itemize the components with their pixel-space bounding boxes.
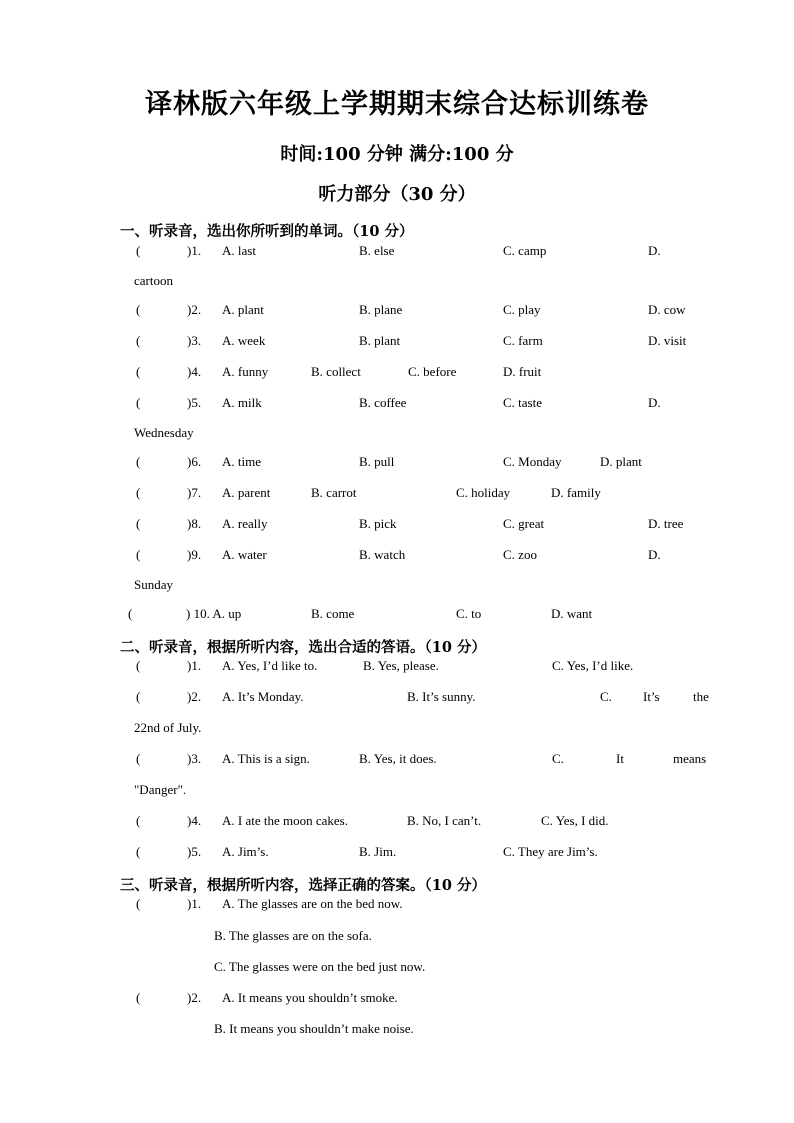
question-row-continuation (0, 1021, 794, 1043)
option-b: B. plant (359, 333, 401, 348)
option-b: B. carrot (311, 485, 357, 500)
option-c: C. Yes, I did. (541, 813, 609, 828)
option-c: C. holiday (456, 485, 511, 500)
question-number: )9. (187, 547, 202, 562)
question-row (0, 658, 794, 680)
question-row (0, 333, 794, 355)
option-a: A. funny (222, 364, 269, 379)
option-c: C. zoo (503, 547, 537, 562)
question-row (0, 896, 794, 918)
option-c-continuation: 22nd of July. (134, 720, 202, 735)
answer-paren: ( (136, 333, 141, 348)
option-c-letter: C. (552, 751, 564, 766)
question-number: )6. (187, 454, 202, 469)
option-a: A. It means you shouldn’t smoke. (222, 990, 398, 1005)
option-c-word: the (693, 689, 709, 704)
option-b: B. No, I can’t. (407, 813, 482, 828)
option-d-continuation: Sunday (134, 577, 173, 592)
answer-paren: ( (136, 516, 141, 531)
section-2-heading: 二、听录音，根据所听内容，选出合适的答语。（10 分） (120, 639, 486, 656)
option-c: C. to (456, 606, 482, 621)
option-c-word: It (616, 751, 624, 766)
question-row (0, 751, 794, 773)
option-c: C. before (408, 364, 457, 379)
answer-paren: ( (136, 813, 141, 828)
option-c: C. Yes, I’d like. (552, 658, 634, 673)
option-a: A. parent (222, 485, 271, 500)
question-number: )5. (187, 395, 202, 410)
option-c-continuation: "Danger". (134, 782, 187, 797)
option-a: A. Jim’s. (222, 844, 269, 859)
answer-paren: ( (136, 751, 141, 766)
option-b: B. plane (359, 302, 403, 317)
question-number: )1. (187, 658, 202, 673)
option-d: D. (648, 547, 661, 562)
option-a: A. It’s Monday. (222, 689, 304, 704)
exam-time-score: 时间:100 分钟 满分:100 分 (280, 144, 514, 165)
option-a: A. time (222, 454, 261, 469)
answer-paren: ( (136, 454, 141, 469)
option-b: B. pull (359, 454, 395, 469)
option-d-continuation: Wednesday (134, 425, 194, 440)
option-b: B. collect (311, 364, 361, 379)
option-b: B. Yes, please. (363, 658, 439, 673)
option-c: C. farm (503, 333, 543, 348)
question-row (0, 844, 794, 866)
option-a: A. plant (222, 302, 264, 317)
option-d: D. plant (600, 454, 642, 469)
answer-paren: ( (136, 485, 141, 500)
option-c-word: It’s (643, 689, 660, 704)
option-c: C. play (503, 302, 541, 317)
question-number: )1. (187, 896, 202, 911)
question-row (0, 243, 794, 265)
answer-paren: ( (136, 547, 141, 562)
question-number: )4. (187, 364, 202, 379)
question-row-continuation (0, 928, 794, 950)
option-d: D. cow (648, 302, 686, 317)
question-number: )3. (187, 751, 202, 766)
question-row (0, 395, 794, 417)
answer-paren: ( (136, 689, 141, 704)
option-c-letter: C. (600, 689, 612, 704)
question-number: )8. (187, 516, 202, 531)
option-b: B. come (311, 606, 355, 621)
answer-paren: ( (128, 606, 133, 621)
question-number: )7. (187, 485, 202, 500)
listening-part-heading: 听力部分（30 分） (318, 184, 476, 205)
section-1-heading: 一、听录音，选出你所听到的单词。（10 分） (120, 223, 414, 240)
option-a: A. milk (222, 395, 262, 410)
page-title: 译林版六年级上学期期末综合达标训练卷 (145, 89, 649, 120)
question-row (0, 516, 794, 538)
option-b: B. Yes, it does. (359, 751, 437, 766)
option-c: C. taste (503, 395, 542, 410)
option-b: B. else (359, 243, 395, 258)
option-d: D. visit (648, 333, 687, 348)
option-b: B. Jim. (359, 844, 397, 859)
question-number: )3. (187, 333, 202, 348)
question-row (0, 547, 794, 569)
answer-paren: ( (136, 896, 141, 911)
question-row (0, 813, 794, 835)
option-b: B. It means you shouldn’t make noise. (214, 1021, 414, 1036)
option-d: D. fruit (503, 364, 542, 379)
question-row (0, 990, 794, 1012)
question-row (0, 485, 794, 507)
answer-paren: ( (136, 364, 141, 379)
option-c: C. great (503, 516, 545, 531)
option-d-continuation: cartoon (134, 273, 173, 288)
question-number: )2. (187, 689, 202, 704)
question-row (0, 689, 794, 711)
answer-paren: ( (136, 844, 141, 859)
option-d: D. (648, 395, 661, 410)
option-b: B. pick (359, 516, 397, 531)
answer-paren: ( (136, 990, 141, 1005)
option-c: C. camp (503, 243, 547, 258)
option-c: C. Monday (503, 454, 562, 469)
option-a: A. This is a sign. (222, 751, 310, 766)
option-a: A. water (222, 547, 267, 562)
section-3-heading: 三、听录音，根据所听内容，选择正确的答案。（10 分） (120, 877, 486, 894)
answer-paren: ( (136, 395, 141, 410)
option-d: D. tree (648, 516, 684, 531)
option-a: A. week (222, 333, 266, 348)
option-a: A. really (222, 516, 268, 531)
question-row (0, 364, 794, 386)
option-a: A. The glasses are on the bed now. (222, 896, 403, 911)
option-c-word: means (673, 751, 707, 766)
option-a: A. Yes, I’d like to. (222, 658, 318, 673)
answer-paren: ( (136, 658, 141, 673)
question-row (0, 302, 794, 324)
question-number: )2. (187, 990, 202, 1005)
option-a: A. I ate the moon cakes. (222, 813, 348, 828)
option-c: C. The glasses were on the bed just now. (214, 959, 426, 974)
question-number: )5. (187, 844, 202, 859)
question-row-continuation (0, 959, 794, 981)
option-d: D. family (551, 485, 601, 500)
question-row (0, 606, 794, 628)
question-row (0, 454, 794, 476)
answer-paren: ( (136, 243, 141, 258)
option-b: B. The glasses are on the sofa. (214, 928, 372, 943)
question-number: ) 10. A. up (186, 606, 242, 621)
option-b: B. coffee (359, 395, 407, 410)
question-number: )2. (187, 302, 202, 317)
option-b: B. It’s sunny. (407, 689, 476, 704)
option-b: B. watch (359, 547, 406, 562)
option-d: D. (648, 243, 661, 258)
answer-paren: ( (136, 302, 141, 317)
option-a: A. last (222, 243, 256, 258)
option-c: C. They are Jim’s. (503, 844, 598, 859)
option-d: D. want (551, 606, 593, 621)
question-number: )1. (187, 243, 202, 258)
question-number: )4. (187, 813, 202, 828)
